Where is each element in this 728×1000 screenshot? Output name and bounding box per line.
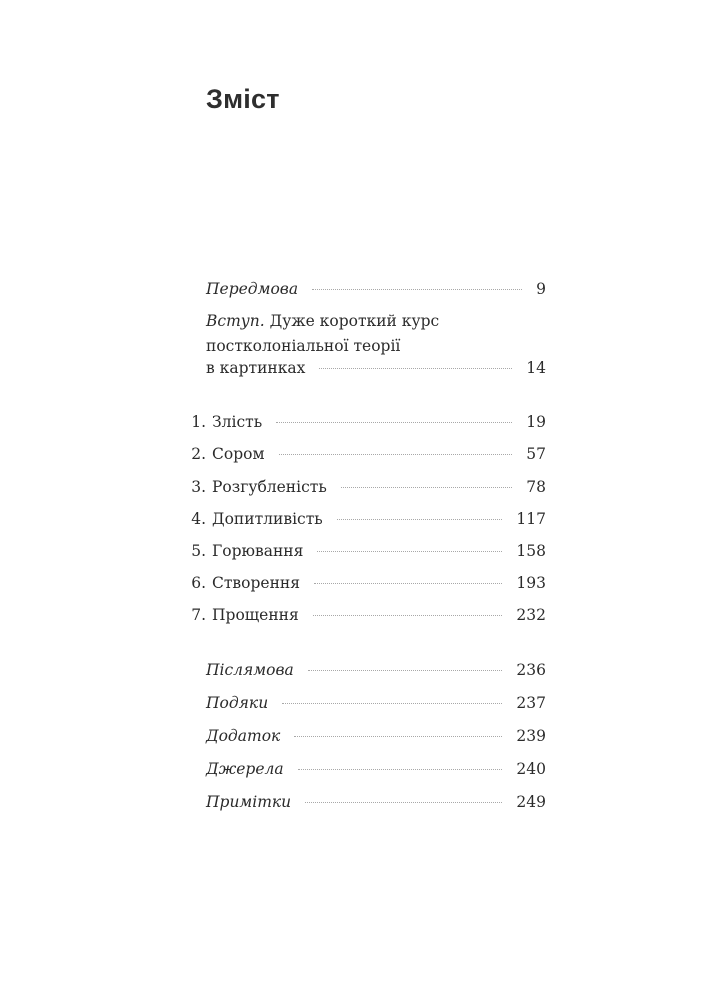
page-title: Зміст [206, 84, 280, 114]
toc-entry-label: Додаток [206, 727, 281, 745]
toc-entry-page: 9 [536, 280, 546, 298]
toc-entry-page: 193 [516, 574, 546, 592]
dot-leader [298, 768, 503, 770]
toc-entry-chapter-4[interactable] [170, 510, 546, 528]
toc-entry-notes[interactable] [170, 793, 546, 811]
toc-entry-page: 239 [516, 727, 546, 745]
toc-entry-intro[interactable] [206, 309, 439, 359]
toc-entry-afterword[interactable] [170, 661, 546, 679]
intro-prefix: Вступ. [206, 312, 265, 330]
toc-entry-label: Розгубленість [212, 478, 327, 496]
toc-entry-label: Горювання [212, 542, 304, 560]
chapter-number: 1. [191, 413, 206, 431]
toc-entry-acknowledgements[interactable] [170, 694, 546, 712]
toc-entry-chapter-7[interactable] [170, 606, 546, 624]
toc-entry-label: Післямова [206, 661, 294, 679]
toc-entry-page: 237 [516, 694, 546, 712]
toc-entry-label: Передмова [206, 280, 299, 298]
toc-entry-chapter-2[interactable] [170, 445, 546, 463]
toc-entry-page: 19 [526, 413, 546, 431]
toc-entry-page: 57 [526, 445, 546, 463]
toc-entry-page: 240 [516, 760, 546, 778]
chapter-number: 3. [191, 478, 206, 496]
intro-line3: в картинках [206, 359, 306, 377]
toc-entry-page: 117 [516, 510, 546, 528]
dot-leader [319, 367, 512, 369]
dot-leader [305, 801, 502, 803]
toc-entry-label: Подяки [206, 694, 269, 712]
toc-entry-label: Допитливість [212, 510, 323, 528]
dot-leader [294, 735, 502, 737]
toc-entry-label: Джерела [206, 760, 284, 778]
dot-leader [314, 582, 502, 584]
dot-leader [312, 288, 522, 290]
dot-leader [313, 614, 503, 616]
chapter-number: 6. [191, 574, 206, 592]
dot-leader [317, 550, 502, 552]
dot-leader [282, 702, 502, 704]
toc-entry-page: 236 [516, 661, 546, 679]
toc-entry-page: 78 [526, 478, 546, 496]
toc-entry-label: Сором [212, 445, 265, 463]
toc-entry-page: 158 [516, 542, 546, 560]
intro-line1: Дуже короткий курс [264, 312, 440, 330]
dot-leader [337, 518, 503, 520]
toc-entry-chapter-5[interactable] [170, 542, 546, 560]
toc-entry-appendix[interactable] [170, 727, 546, 745]
toc-entry-intro-last-line[interactable] [170, 359, 546, 377]
toc-entry-label: Створення [212, 574, 301, 592]
toc-entry-chapter-1[interactable] [170, 413, 546, 431]
chapter-number: 4. [191, 510, 206, 528]
toc-entry-chapter-3[interactable] [170, 478, 546, 496]
toc-entry-page: 232 [516, 606, 546, 624]
intro-line2: постколоніальної теорії [206, 337, 401, 355]
dot-leader [276, 421, 512, 423]
chapter-number: 2. [191, 445, 206, 463]
toc-entry-label: Примітки [206, 793, 292, 811]
toc-entry-chapter-6[interactable] [170, 574, 546, 592]
toc-entry-sources[interactable] [170, 760, 546, 778]
toc-entry-label: Злість [212, 413, 263, 431]
toc-entry-preface[interactable] [170, 280, 546, 298]
toc-entry-label: Прощення [212, 606, 299, 624]
toc-entry-page: 249 [516, 793, 546, 811]
dot-leader [308, 669, 503, 671]
chapter-number: 5. [191, 542, 206, 560]
toc-entry-page: 14 [526, 359, 546, 377]
chapter-number: 7. [191, 606, 206, 624]
dot-leader [279, 453, 513, 455]
dot-leader [341, 486, 512, 488]
